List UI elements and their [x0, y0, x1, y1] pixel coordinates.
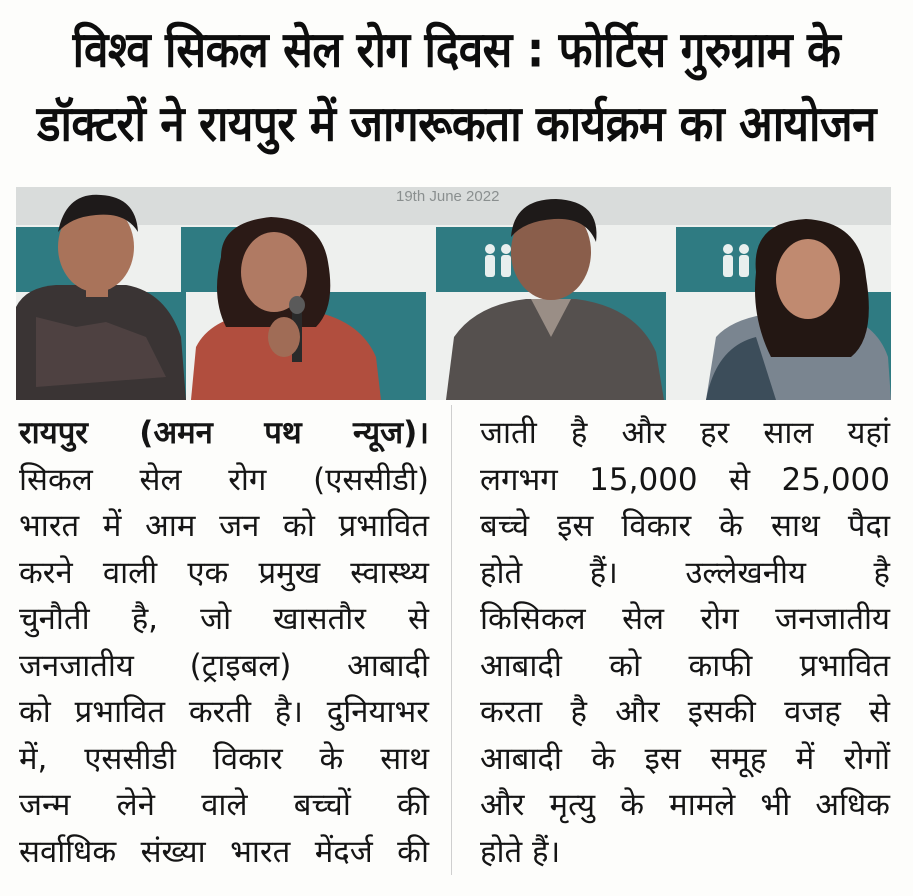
article-column-left: [19, 410, 429, 875]
article-column-right: [480, 410, 890, 875]
article-right-line: होते हैं।: [480, 833, 561, 870]
news-photo-illustration: [16, 187, 891, 400]
article-left-line: चुनौती है, जो खासतौर से: [19, 601, 429, 637]
article-right-line: होते हैं। उल्लेखनीय है: [480, 554, 890, 591]
headline-line-1: विश्व सिकल सेल रोग दिवस : फोर्टिस गुरुग्राम के: [72, 21, 841, 79]
news-photo: [16, 187, 891, 400]
banner-date-text: 19th June 2022: [396, 188, 500, 205]
article-right-line: किसिकल सेल रोग जनजातीय: [480, 601, 890, 637]
article-left-line: जनजातीय (ट्राइबल) आबादी: [19, 647, 429, 684]
headline: [14, 14, 899, 162]
article-left-line: को प्रभावित करती है। दुनियाभर: [19, 694, 429, 730]
column-divider: [451, 405, 452, 875]
article-left-line: सर्वाधिक संख्या भारत मेंदर्ज की: [19, 833, 429, 870]
article-right-line: जाती है और हर साल यहां: [480, 415, 890, 451]
article-left-line: सिकल सेल रोग (एससीडी): [19, 461, 429, 498]
article-right-line: लगभग 15,000 से 25,000: [480, 461, 890, 498]
article-left-line: जन्म लेने वाले बच्चों की: [19, 787, 429, 823]
article-right-line: आबादी के इस समूह में रोगों: [480, 740, 890, 777]
article-left-line: भारत में आम जन को प्रभावित: [19, 508, 429, 544]
headline-line-2: डॉक्टरों ने रायपुर में जागरूकता कार्यक्रम का आयोजन: [36, 95, 877, 153]
article-left-line: में, एससीडी विकार के साथ: [19, 740, 429, 777]
article-right-line: बच्चे इस विकार के साथ पैदा: [480, 508, 890, 544]
article-right-line: और मृत्यु के मामले भी अधिक: [480, 787, 890, 823]
article-right-line: आबादी को काफी प्रभावित: [480, 647, 890, 684]
article-left-line: करने वाली एक प्रमुख स्वास्थ्य: [19, 554, 429, 591]
article-dateline: रायपुर (अमन पथ न्यूज)।: [19, 415, 429, 451]
article-right-line: करता है और इसकी वजह से: [480, 694, 890, 730]
